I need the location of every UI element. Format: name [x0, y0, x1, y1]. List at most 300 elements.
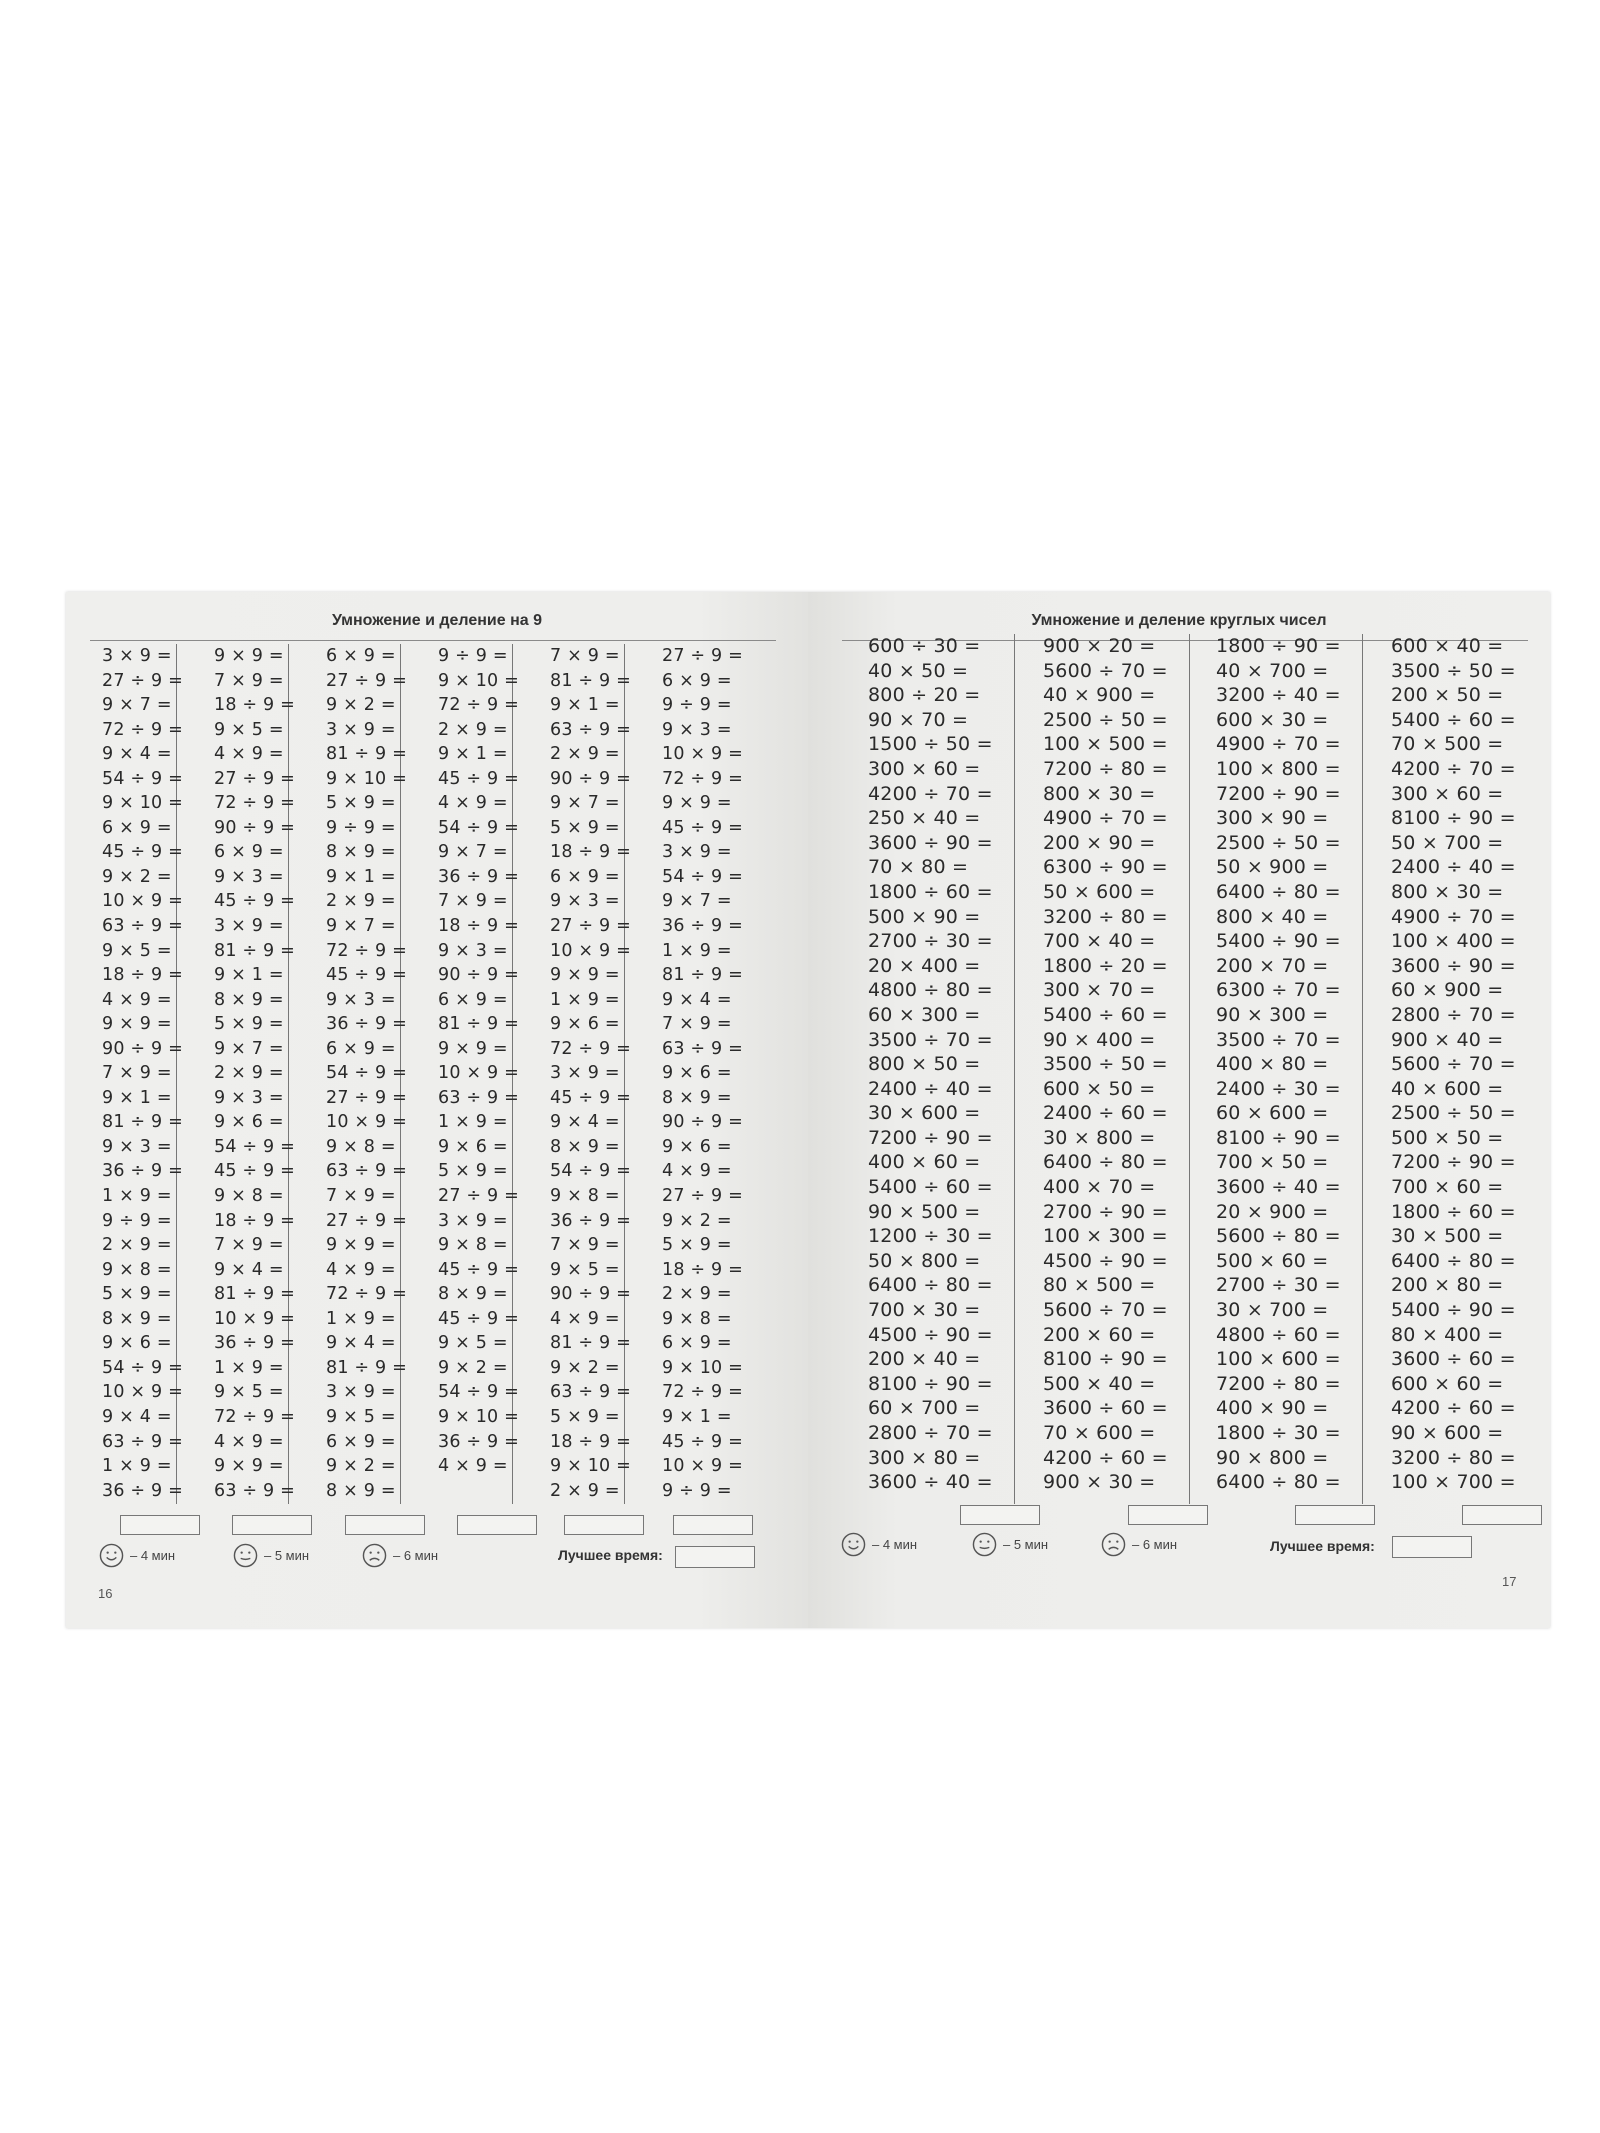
exercise-item: 9 × 7 =: [214, 1038, 284, 1059]
exercise-item: 5 × 9 =: [550, 1406, 620, 1427]
exercise-column: [1365, 634, 1537, 1504]
page-number: 16: [98, 1586, 113, 1601]
exercise-item: 72 ÷ 9 =: [438, 695, 520, 716]
exercise-item: 3200 ÷ 80 =: [1043, 905, 1168, 928]
exercise-item: 54 ÷ 9 =: [214, 1136, 296, 1157]
exercise-item: 9 × 4 =: [326, 1333, 396, 1354]
exercise-item: 1800 ÷ 60 =: [868, 880, 993, 903]
exercise-item: 30 × 700 =: [1216, 1299, 1329, 1322]
exercise-item: 10 × 9 =: [662, 1456, 744, 1477]
exercise-item: 2500 ÷ 50 =: [1216, 831, 1341, 854]
exercise-item: 27 ÷ 9 =: [662, 1186, 744, 1207]
exercise-item: 36 ÷ 9 =: [438, 1431, 520, 1452]
exercise-item: 50 × 700 =: [1391, 831, 1504, 854]
exercise-item: 2700 ÷ 30 =: [1216, 1274, 1341, 1297]
best-time-box[interactable]: [1392, 1536, 1472, 1558]
exercise-item: 9 × 6 =: [214, 1112, 284, 1133]
exercise-column: [1017, 634, 1190, 1504]
exercise-item: 9 × 2 =: [102, 866, 172, 887]
exercise-item: 6400 ÷ 80 =: [1391, 1249, 1516, 1272]
exercise-item: 9 ÷ 9 =: [662, 1480, 732, 1501]
exercise-item: 700 × 60 =: [1391, 1176, 1504, 1199]
exercise-item: 9 × 7 =: [438, 842, 508, 863]
exercise-item: 6400 ÷ 80 =: [868, 1274, 993, 1297]
exercise-item: 3600 ÷ 40 =: [1216, 1176, 1341, 1199]
exercise-item: 3500 ÷ 70 =: [868, 1028, 993, 1051]
exercise-item: 9 × 6 =: [662, 1136, 732, 1157]
exercise-item: 1 × 9 =: [550, 989, 620, 1010]
exercise-item: 9 × 9 =: [438, 1038, 508, 1059]
answer-box[interactable]: [232, 1515, 312, 1535]
exercise-column: [178, 644, 296, 1504]
answer-box[interactable]: [960, 1505, 1040, 1525]
exercise-item: 600 × 60 =: [1391, 1372, 1504, 1395]
exercise-item: 3 × 9 =: [662, 842, 732, 863]
exercise-item: 300 × 90 =: [1216, 807, 1329, 830]
exercise-item: 9 × 2 =: [326, 1456, 396, 1477]
exercise-item: 5400 ÷ 60 =: [1043, 1003, 1168, 1026]
exercise-item: 9 × 1 =: [326, 866, 396, 887]
exercise-item: 36 ÷ 9 =: [102, 1480, 184, 1501]
exercise-item: 400 × 80 =: [1216, 1053, 1329, 1076]
exercise-item: 250 × 40 =: [868, 807, 981, 830]
exercise-item: 2 × 9 =: [662, 1284, 732, 1305]
exercise-item: 600 × 50 =: [1043, 1077, 1156, 1100]
exercise-item: 900 × 40 =: [1391, 1028, 1504, 1051]
exercise-item: 45 ÷ 9 =: [550, 1087, 632, 1108]
exercise-item: 9 × 5 =: [214, 1382, 284, 1403]
exercise-item: 60 × 600 =: [1216, 1102, 1329, 1125]
exercise-item: 54 ÷ 9 =: [102, 768, 184, 789]
exercise-item: 6 × 9 =: [662, 1333, 732, 1354]
exercise-item: 18 ÷ 9 =: [214, 695, 296, 716]
exercise-item: 9 × 7 =: [662, 891, 732, 912]
exercise-item: 9 × 10 =: [662, 1357, 744, 1378]
answer-box[interactable]: [345, 1515, 425, 1535]
exercise-item: 36 ÷ 9 =: [438, 866, 520, 887]
exercise-column: [626, 644, 744, 1504]
exercise-item: 100 × 500 =: [1043, 733, 1168, 756]
exercise-item: 7 × 9 =: [326, 1186, 396, 1207]
exercise-item: 1 × 9 =: [214, 1357, 284, 1378]
exercise-item: 45 ÷ 9 =: [326, 965, 408, 986]
exercise-item: 3 × 9 =: [214, 916, 284, 937]
exercise-item: 2400 ÷ 40 =: [868, 1077, 993, 1100]
exercise-item: 300 × 70 =: [1043, 979, 1156, 1002]
answer-box[interactable]: [1295, 1505, 1375, 1525]
exercise-item: 5400 ÷ 90 =: [1216, 930, 1341, 953]
exercise-item: 1 × 9 =: [102, 1456, 172, 1477]
exercise-item: 9 ÷ 9 =: [662, 695, 732, 716]
exercise-item: 9 × 6 =: [438, 1136, 508, 1157]
exercise-item: 600 × 30 =: [1216, 708, 1329, 731]
exercise-item: 72 ÷ 9 =: [326, 940, 408, 961]
exercise-item: 6 × 9 =: [438, 989, 508, 1010]
right-page: [808, 592, 1550, 1628]
exercise-item: 45 ÷ 9 =: [438, 1259, 520, 1280]
exercise-item: 7 × 9 =: [550, 646, 620, 666]
exercise-item: 3600 ÷ 60 =: [1043, 1397, 1168, 1420]
exercise-item: 10 × 9 =: [438, 1063, 520, 1084]
exercise-item: 2400 ÷ 30 =: [1216, 1077, 1341, 1100]
exercise-item: 9 × 4 =: [102, 1406, 172, 1427]
exercise-item: 2800 ÷ 70 =: [1391, 1003, 1516, 1026]
exercise-item: 27 ÷ 9 =: [550, 916, 632, 937]
exercise-item: 9 × 3 =: [326, 989, 396, 1010]
exercise-item: 63 ÷ 9 =: [438, 1087, 520, 1108]
exercise-item: 10 × 9 =: [214, 1308, 296, 1329]
exercise-item: 2800 ÷ 70 =: [868, 1422, 993, 1444]
exercise-item: 81 ÷ 9 =: [326, 744, 408, 765]
exercise-item: 8100 ÷ 90 =: [1216, 1126, 1341, 1149]
neutral-face-icon: [972, 1532, 997, 1557]
exercise-item: 100 × 400 =: [1391, 930, 1516, 953]
exercise-item: 8100 ÷ 90 =: [1391, 807, 1516, 830]
exercise-item: 90 ÷ 9 =: [550, 768, 632, 789]
exercise-item: 2 × 9 =: [550, 1480, 620, 1501]
exercise-item: 18 ÷ 9 =: [438, 916, 520, 937]
exercise-item: 6400 ÷ 80 =: [1216, 1471, 1341, 1494]
exercise-column: [402, 644, 520, 1504]
exercise-item: 9 × 6 =: [550, 1014, 620, 1035]
exercise-item: 4 × 9 =: [102, 989, 172, 1010]
sad-face-icon: [1101, 1532, 1126, 1557]
exercise-item: 100 × 300 =: [1043, 1225, 1168, 1248]
exercise-item: 300 × 80 =: [868, 1446, 981, 1469]
exercise-item: 4 × 9 =: [214, 744, 284, 765]
exercise-item: 200 × 50 =: [1391, 684, 1504, 707]
left-page: [66, 592, 808, 1628]
exercise-item: 7200 ÷ 90 =: [1391, 1151, 1516, 1174]
exercise-item: 27 ÷ 9 =: [438, 1186, 520, 1207]
exercise-item: 700 × 40 =: [1043, 930, 1156, 953]
exercise-column: [1190, 634, 1363, 1504]
exercise-column: [514, 644, 632, 1504]
neutral-face-icon: [233, 1543, 258, 1568]
exercise-item: 9 × 10 =: [438, 1406, 520, 1427]
exercise-item: 6300 ÷ 70 =: [1216, 979, 1341, 1002]
answer-box[interactable]: [673, 1515, 753, 1535]
exercise-item: 40 × 900 =: [1043, 684, 1156, 707]
exercise-item: 27 ÷ 9 =: [326, 670, 408, 691]
exercise-item: 54 ÷ 9 =: [550, 1161, 632, 1182]
exercise-item: 10 × 9 =: [326, 1112, 408, 1133]
exercise-item: 600 × 40 =: [1391, 635, 1504, 657]
exercise-item: 300 × 60 =: [1391, 782, 1504, 805]
exercise-item: 45 ÷ 9 =: [662, 817, 744, 838]
exercise-item: 3500 ÷ 50 =: [1043, 1053, 1168, 1076]
exercise-item: 500 × 50 =: [1391, 1126, 1504, 1149]
exercise-item: 9 × 4 =: [550, 1112, 620, 1133]
exercise-item: 63 ÷ 9 =: [102, 916, 184, 937]
legend-label: – 6 мин: [1132, 1537, 1178, 1552]
answer-box[interactable]: [564, 1515, 644, 1535]
exercise-item: 30 × 600 =: [868, 1102, 981, 1125]
exercise-item: 100 × 800 =: [1216, 757, 1341, 780]
exercise-item: 45 ÷ 9 =: [438, 768, 520, 789]
exercise-item: 600 ÷ 30 =: [868, 635, 981, 657]
exercise-item: 80 × 400 =: [1391, 1323, 1504, 1346]
exercise-item: 40 × 50 =: [868, 659, 969, 682]
exercise-item: 54 ÷ 9 =: [102, 1357, 184, 1378]
exercise-item: 90 ÷ 9 =: [662, 1112, 744, 1133]
exercise-item: 5600 ÷ 80 =: [1216, 1225, 1341, 1248]
best-time-box[interactable]: [675, 1546, 755, 1568]
exercise-item: 72 ÷ 9 =: [550, 1038, 632, 1059]
exercise-item: 81 ÷ 9 =: [550, 1333, 632, 1354]
exercise-item: 90 ÷ 9 =: [214, 817, 296, 838]
exercise-item: 90 ÷ 9 =: [550, 1284, 632, 1305]
exercise-item: 90 × 800 =: [1216, 1446, 1329, 1469]
exercise-item: 8 × 9 =: [326, 842, 396, 863]
exercise-item: 6 × 9 =: [326, 1431, 396, 1452]
exercise-item: 4200 ÷ 70 =: [1391, 757, 1516, 780]
exercise-item: 4 × 9 =: [214, 1431, 284, 1452]
exercise-item: 45 ÷ 9 =: [214, 891, 296, 912]
exercise-item: 2 × 9 =: [102, 1235, 172, 1256]
exercise-item: 6400 ÷ 80 =: [1216, 880, 1341, 903]
exercise-item: 9 × 5 =: [326, 1406, 396, 1427]
exercise-item: 63 ÷ 9 =: [550, 719, 632, 740]
exercise-item: 72 ÷ 9 =: [214, 793, 296, 814]
exercise-item: 50 × 600 =: [1043, 880, 1156, 903]
best-time-label: Лучшее время:: [1270, 1538, 1375, 1554]
exercise-item: 8 × 9 =: [214, 989, 284, 1010]
answer-box[interactable]: [1128, 1505, 1208, 1525]
exercise-item: 2 × 9 =: [326, 891, 396, 912]
answer-box[interactable]: [120, 1515, 200, 1535]
exercise-item: 9 × 8 =: [662, 1308, 732, 1329]
exercise-item: 81 ÷ 9 =: [326, 1357, 408, 1378]
exercise-item: 5 × 9 =: [326, 793, 396, 814]
exercise-item: 50 × 800 =: [868, 1249, 981, 1272]
legend-neutral: [972, 1532, 1048, 1557]
exercise-item: 81 ÷ 9 =: [102, 1112, 184, 1133]
exercise-item: 7 × 9 =: [550, 1235, 620, 1256]
exercise-item: 4800 ÷ 80 =: [868, 979, 993, 1002]
exercise-column: [842, 634, 1015, 1504]
exercise-item: 4900 ÷ 70 =: [1391, 905, 1516, 928]
exercise-item: 5600 ÷ 70 =: [1043, 659, 1168, 682]
exercise-item: 8 × 9 =: [550, 1136, 620, 1157]
exercise-column: [290, 644, 408, 1504]
exercise-item: 3600 ÷ 90 =: [868, 831, 993, 854]
legend-sad: [362, 1543, 438, 1568]
exercise-item: 4500 ÷ 90 =: [868, 1323, 993, 1346]
exercise-item: 70 × 500 =: [1391, 733, 1504, 756]
exercise-item: 1800 ÷ 90 =: [1216, 635, 1341, 657]
exercise-item: 3 × 9 =: [550, 1063, 620, 1084]
exercise-item: 18 ÷ 9 =: [662, 1259, 744, 1280]
exercise-item: 6 × 9 =: [326, 646, 396, 666]
exercise-item: 7200 ÷ 80 =: [1216, 1372, 1341, 1395]
exercise-item: 9 ÷ 9 =: [326, 817, 396, 838]
exercise-item: 10 × 9 =: [102, 891, 184, 912]
exercise-item: 36 ÷ 9 =: [662, 916, 744, 937]
exercise-item: 18 ÷ 9 =: [550, 842, 632, 863]
exercise-item: 700 × 50 =: [1216, 1151, 1329, 1174]
exercise-item: 9 × 9 =: [102, 1014, 172, 1035]
exercise-item: 1800 ÷ 60 =: [1391, 1200, 1516, 1223]
exercise-columns: [66, 644, 808, 1504]
exercise-item: 4900 ÷ 70 =: [1043, 807, 1168, 830]
exercise-item: 54 ÷ 9 =: [662, 866, 744, 887]
exercise-item: 8100 ÷ 90 =: [1043, 1348, 1168, 1371]
exercise-item: 9 × 8 =: [214, 1186, 284, 1207]
exercise-item: 4900 ÷ 70 =: [1216, 733, 1341, 756]
exercise-item: 60 × 300 =: [868, 1003, 981, 1026]
exercise-item: 200 × 60 =: [1043, 1323, 1156, 1346]
exercise-item: 5 × 9 =: [550, 817, 620, 838]
exercise-item: 400 × 70 =: [1043, 1176, 1156, 1199]
exercise-item: 9 × 2 =: [438, 1357, 508, 1378]
exercise-item: 4500 ÷ 90 =: [1043, 1249, 1168, 1272]
exercise-item: 5600 ÷ 70 =: [1043, 1299, 1168, 1322]
exercise-item: 2 × 9 =: [550, 744, 620, 765]
exercise-item: 27 ÷ 9 =: [102, 670, 184, 691]
exercise-item: 500 × 90 =: [868, 905, 981, 928]
exercise-item: 10 × 9 =: [102, 1382, 184, 1403]
exercise-item: 200 × 80 =: [1391, 1274, 1504, 1297]
exercise-item: 2500 ÷ 50 =: [1391, 1102, 1516, 1125]
exercise-item: 4 × 9 =: [662, 1161, 732, 1182]
happy-face-icon: [841, 1532, 866, 1557]
exercise-item: 1500 ÷ 50 =: [868, 733, 993, 756]
exercise-item: 9 × 10 =: [550, 1456, 632, 1477]
exercise-item: 4 × 9 =: [438, 793, 508, 814]
exercise-item: 72 ÷ 9 =: [102, 719, 184, 740]
exercise-item: 4 × 9 =: [438, 1456, 508, 1477]
exercise-item: 4200 ÷ 60 =: [1043, 1446, 1168, 1469]
exercise-item: 54 ÷ 9 =: [438, 817, 520, 838]
exercise-item: 7200 ÷ 80 =: [1043, 757, 1168, 780]
exercise-item: 72 ÷ 9 =: [662, 768, 744, 789]
exercise-item: 36 ÷ 9 =: [550, 1210, 632, 1231]
answer-box[interactable]: [1462, 1505, 1542, 1525]
exercise-item: 6 × 9 =: [326, 1038, 396, 1059]
exercise-item: 6 × 9 =: [214, 842, 284, 863]
exercise-item: 7200 ÷ 90 =: [868, 1126, 993, 1149]
exercise-item: 5400 ÷ 90 =: [1391, 1299, 1516, 1322]
exercise-item: 9 × 7 =: [550, 793, 620, 814]
exercise-item: 27 ÷ 9 =: [214, 768, 296, 789]
exercise-item: 63 ÷ 9 =: [326, 1161, 408, 1182]
exercise-item: 5 × 9 =: [102, 1284, 172, 1305]
exercise-item: 800 × 30 =: [1043, 782, 1156, 805]
exercise-item: 7 × 9 =: [662, 1014, 732, 1035]
exercise-item: 5400 ÷ 60 =: [1391, 708, 1516, 731]
exercise-item: 90 × 70 =: [868, 708, 969, 731]
exercise-item: 6400 ÷ 80 =: [1043, 1151, 1168, 1174]
exercise-item: 3500 ÷ 50 =: [1391, 659, 1516, 682]
legend-label: – 4 мин: [130, 1548, 176, 1563]
exercise-item: 9 ÷ 9 =: [438, 646, 508, 666]
exercise-item: 18 ÷ 9 =: [214, 1210, 296, 1231]
exercise-item: 9 × 9 =: [550, 965, 620, 986]
exercise-item: 9 × 9 =: [214, 1456, 284, 1477]
exercise-item: 1 × 9 =: [438, 1112, 508, 1133]
exercise-item: 9 × 3 =: [102, 1136, 172, 1157]
exercise-item: 45 ÷ 9 =: [662, 1431, 744, 1452]
exercise-item: 9 × 4 =: [662, 989, 732, 1010]
exercise-item: 9 × 5 =: [438, 1333, 508, 1354]
exercise-item: 400 × 60 =: [868, 1151, 981, 1174]
exercise-item: 9 × 6 =: [662, 1063, 732, 1084]
exercise-item: 4800 ÷ 60 =: [1216, 1323, 1341, 1346]
exercise-item: 2400 ÷ 40 =: [1391, 856, 1516, 879]
exercise-item: 9 × 10 =: [438, 670, 520, 691]
exercise-item: 9 × 8 =: [326, 1136, 396, 1157]
exercise-item: 40 × 600 =: [1391, 1077, 1504, 1100]
exercise-item: 5600 ÷ 70 =: [1391, 1053, 1516, 1076]
exercise-item: 7 × 9 =: [214, 1235, 284, 1256]
exercise-item: 40 × 700 =: [1216, 659, 1329, 682]
title-rule: [90, 640, 776, 641]
exercise-item: 70 × 80 =: [868, 856, 969, 879]
exercise-item: 500 × 60 =: [1216, 1249, 1329, 1272]
legend-label: – 5 мин: [264, 1548, 310, 1563]
exercise-item: 9 × 7 =: [326, 916, 396, 937]
exercise-item: 8 × 9 =: [438, 1284, 508, 1305]
exercise-item: 8100 ÷ 90 =: [868, 1372, 993, 1395]
exercise-item: 800 × 40 =: [1216, 905, 1329, 928]
exercise-item: 72 ÷ 9 =: [214, 1406, 296, 1427]
exercise-item: 9 × 9 =: [662, 793, 732, 814]
exercise-item: 3600 ÷ 60 =: [1391, 1348, 1516, 1371]
exercise-item: 80 × 500 =: [1043, 1274, 1156, 1297]
exercise-item: 7200 ÷ 90 =: [1216, 782, 1341, 805]
exercise-item: 2400 ÷ 60 =: [1043, 1102, 1168, 1125]
exercise-item: 4 × 9 =: [550, 1308, 620, 1329]
exercise-item: 3200 ÷ 40 =: [1216, 684, 1341, 707]
exercise-item: 5 × 9 =: [438, 1161, 508, 1182]
exercise-item: 9 × 5 =: [102, 940, 172, 961]
legend-neutral: [233, 1543, 309, 1568]
answer-box[interactable]: [457, 1515, 537, 1535]
exercise-item: 100 × 700 =: [1391, 1471, 1516, 1494]
exercise-item: 9 × 10 =: [102, 793, 184, 814]
exercise-item: 50 × 900 =: [1216, 856, 1329, 879]
exercise-item: 63 ÷ 9 =: [550, 1382, 632, 1403]
exercise-item: 10 × 9 =: [550, 940, 632, 961]
exercise-item: 3 × 9 =: [438, 1210, 508, 1231]
exercise-item: 9 × 3 =: [550, 891, 620, 912]
exercise-item: 70 × 600 =: [1043, 1422, 1156, 1444]
exercise-item: 300 × 60 =: [868, 757, 981, 780]
exercise-item: 2 × 9 =: [438, 719, 508, 740]
exercise-item: 9 × 9 =: [326, 1235, 396, 1256]
exercise-item: 9 × 1 =: [102, 1087, 172, 1108]
exercise-item: 200 × 90 =: [1043, 831, 1156, 854]
exercise-item: 800 × 30 =: [1391, 880, 1504, 903]
legend-label: – 6 мин: [393, 1548, 439, 1563]
exercise-item: 36 ÷ 9 =: [214, 1333, 296, 1354]
exercise-item: 9 × 2 =: [326, 695, 396, 716]
exercise-item: 90 × 300 =: [1216, 1003, 1329, 1026]
exercise-item: 200 × 40 =: [868, 1348, 981, 1371]
page-title: Умножение и деление на 9: [331, 612, 543, 629]
exercise-item: 800 ÷ 20 =: [868, 684, 981, 707]
exercise-item: 3600 ÷ 40 =: [868, 1471, 993, 1494]
exercise-item: 3600 ÷ 90 =: [1391, 954, 1516, 977]
exercise-item: 54 ÷ 9 =: [326, 1063, 408, 1084]
exercise-item: 9 × 2 =: [550, 1357, 620, 1378]
exercise-item: 81 ÷ 9 =: [662, 965, 744, 986]
exercise-item: 81 ÷ 9 =: [550, 670, 632, 691]
exercise-item: 30 × 800 =: [1043, 1126, 1156, 1149]
exercise-item: 81 ÷ 9 =: [214, 1284, 296, 1305]
exercise-item: 81 ÷ 9 =: [438, 1014, 520, 1035]
